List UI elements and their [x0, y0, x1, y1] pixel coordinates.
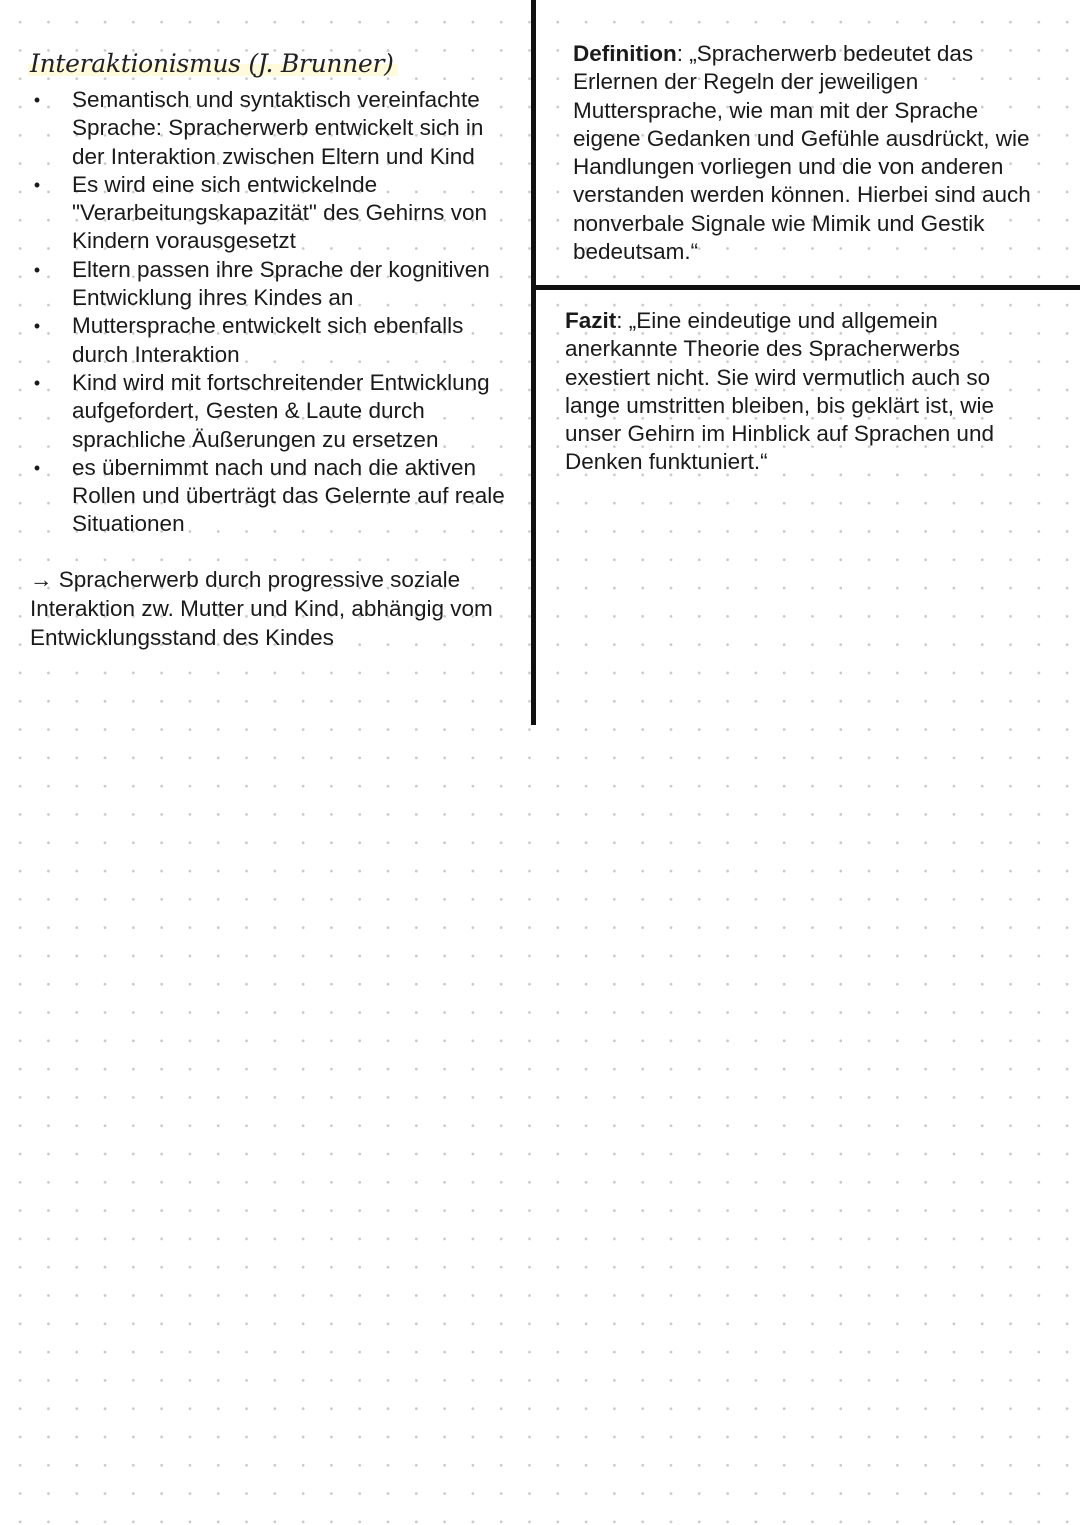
bullet-icon: •: [33, 90, 41, 110]
conclusion-text: → Spracherwerb durch progressive soziale Interaktion zw. Mutter und Kind, abhängig vom Entwicklungsstand des Kindes: [30, 566, 493, 650]
section-heading: Interaktionismus (J. Brunner): [30, 44, 394, 84]
bullet-icon: •: [33, 457, 41, 478]
definition-label: Definition: [573, 41, 677, 66]
bullet-icon: •: [33, 259, 41, 280]
bullet-list: [30, 86, 510, 539]
fazit-label: Fazit: [565, 308, 617, 333]
bullet-icon: •: [33, 372, 41, 393]
interaktionismus-section: [30, 44, 510, 652]
list-item: • Es wird eine sich entwickelnde "Verarbeitungskapazität" des Gehirns von Kindern vorausgesetzt: [30, 171, 510, 256]
definition-text: : „Spracherwerb bedeutet das Erlernen der Regeln der jeweiligen Muttersprache, wie man mit der Sprache eigene Gedanken und Gefühle ausdrückt, wie Handlungen vorliegen und die von anderen verstanden werden können. Hierbei sind auch nonverbale Signale wie Mimik und Gestik bedeutsam.“: [573, 41, 1031, 265]
bullet-icon: •: [33, 316, 41, 337]
list-item: • Eltern passen ihre Sprache der kognitiven Entwicklung ihres Kindes an: [30, 256, 510, 313]
fazit-text: : „Eine eindeutige und allgemein anerkannte Theorie des Spracherwerbs exestiert nicht. Sie wird vermutlich auch so lange umstritten bleiben, bis geklärt ist, wie unser Gehirn im Hinblick auf Sprachen und Denken funktuniert.“: [565, 308, 994, 475]
list-item: • Kind wird mit fortschreitender Entwicklung aufgefordert, Gesten & Laute durch sprachliche Äußerungen zu ersetzen: [30, 369, 510, 454]
bullet-icon: •: [33, 174, 41, 195]
vertical-divider: [531, 0, 536, 725]
definition-box: [573, 40, 1043, 266]
list-item: • Muttersprache entwickelt sich ebenfalls durch Interaktion: [30, 312, 510, 369]
list-item: • es übernimmt nach und nach die aktiven Rollen und überträgt das Gelernte auf reale Situationen: [30, 454, 510, 539]
horizontal-divider: [536, 285, 1080, 290]
list-item: • Semantisch und syntaktisch vereinfachte Sprache: Spracherwerb entwickelt sich in der Interaktion zwischen Eltern und Kind: [30, 86, 510, 171]
fazit-box: [565, 307, 1035, 477]
